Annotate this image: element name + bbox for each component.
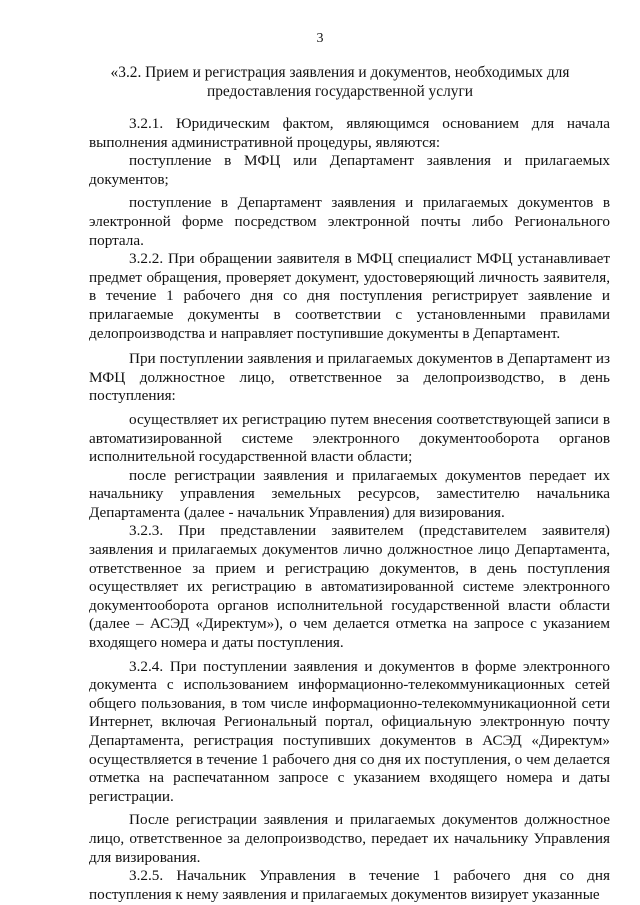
- page-number: 3: [316, 31, 324, 46]
- paragraph: осуществляет их регистрацию путем внесения соответствующей записи в автоматизированной системе электронного документооборота органов исполнительной государственной власти области;: [89, 410, 610, 466]
- document-body: [89, 115, 610, 904]
- paragraph: 3.2.4. При поступлении заявления и документов в форме электронного документа с использованием информационно-телекоммуникационных сетей общего пользования, в том числе информационно-телекоммуникационной сети Интернет, включая Региональный портал, официальную электронную почту Департамента, регистрация поступивших документов в АСЭД «Директум» осуществляется в течение 1 рабочего дня со дня их поступления, о чем делается отметка на распечатанном запросе с указанием входящего номера и даты регистрации.: [89, 657, 610, 805]
- section-heading: «3.2. Прием и регистрация заявления и документов, необходимых для предоставления государственной услуги: [110, 64, 570, 100]
- paragraph: 3.2.5. Начальник Управления в течение 1 рабочего дня со дня поступления к нему заявления и прилагаемых документов визирует указанные: [89, 867, 610, 903]
- paragraph: поступление в МФЦ или Департамент заявления и прилагаемых документов;: [89, 152, 610, 188]
- paragraph: 3.2.2. При обращении заявителя в МФЦ специалист МФЦ устанавливает предмет обращения, проверяет документ, удостоверяющий личность заявителя, в течение 1 рабочего дня со дня поступления регистрирует заявление и прилагаемые документы в соответствии с установленными правилами делопроизводства и направляет поступившие документы в Департамент.: [89, 250, 610, 342]
- paragraph: 3.2.1. Юридическим фактом, являющимся основанием для начала выполнения административной процедуры, являются:: [89, 115, 610, 151]
- paragraph: 3.2.3. При представлении заявителем (представителем заявителя) заявления и прилагаемых документов лично должностное лицо Департамента, ответственное за прием и регистрацию документов, в день поступления осуществляет их регистрацию в автоматизированной системе электронного документооборота органов исполнительной государственной власти области (далее – АСЭД «Директум»), о чем делается отметка на запросе с указанием входящего номера и даты поступления.: [89, 522, 610, 652]
- paragraph: При поступлении заявления и прилагаемых документов в Департамент из МФЦ должностное лицо, ответственное за делопроизводство, в день поступления:: [89, 350, 610, 405]
- paragraph: после регистрации заявления и прилагаемых документов передает их начальнику управления земельных ресурсов, заместителю начальника Департамента (далее - начальник Управления) для визирования.: [89, 466, 610, 521]
- paragraph: поступление в Департамент заявления и прилагаемых документов в электронной форме посредством электронной почты либо Регионального портала.: [89, 194, 610, 249]
- paragraph: После регистрации заявления и прилагаемых документов должностное лицо, ответственное за делопроизводство, передает их начальнику Управления для визирования.: [89, 811, 610, 866]
